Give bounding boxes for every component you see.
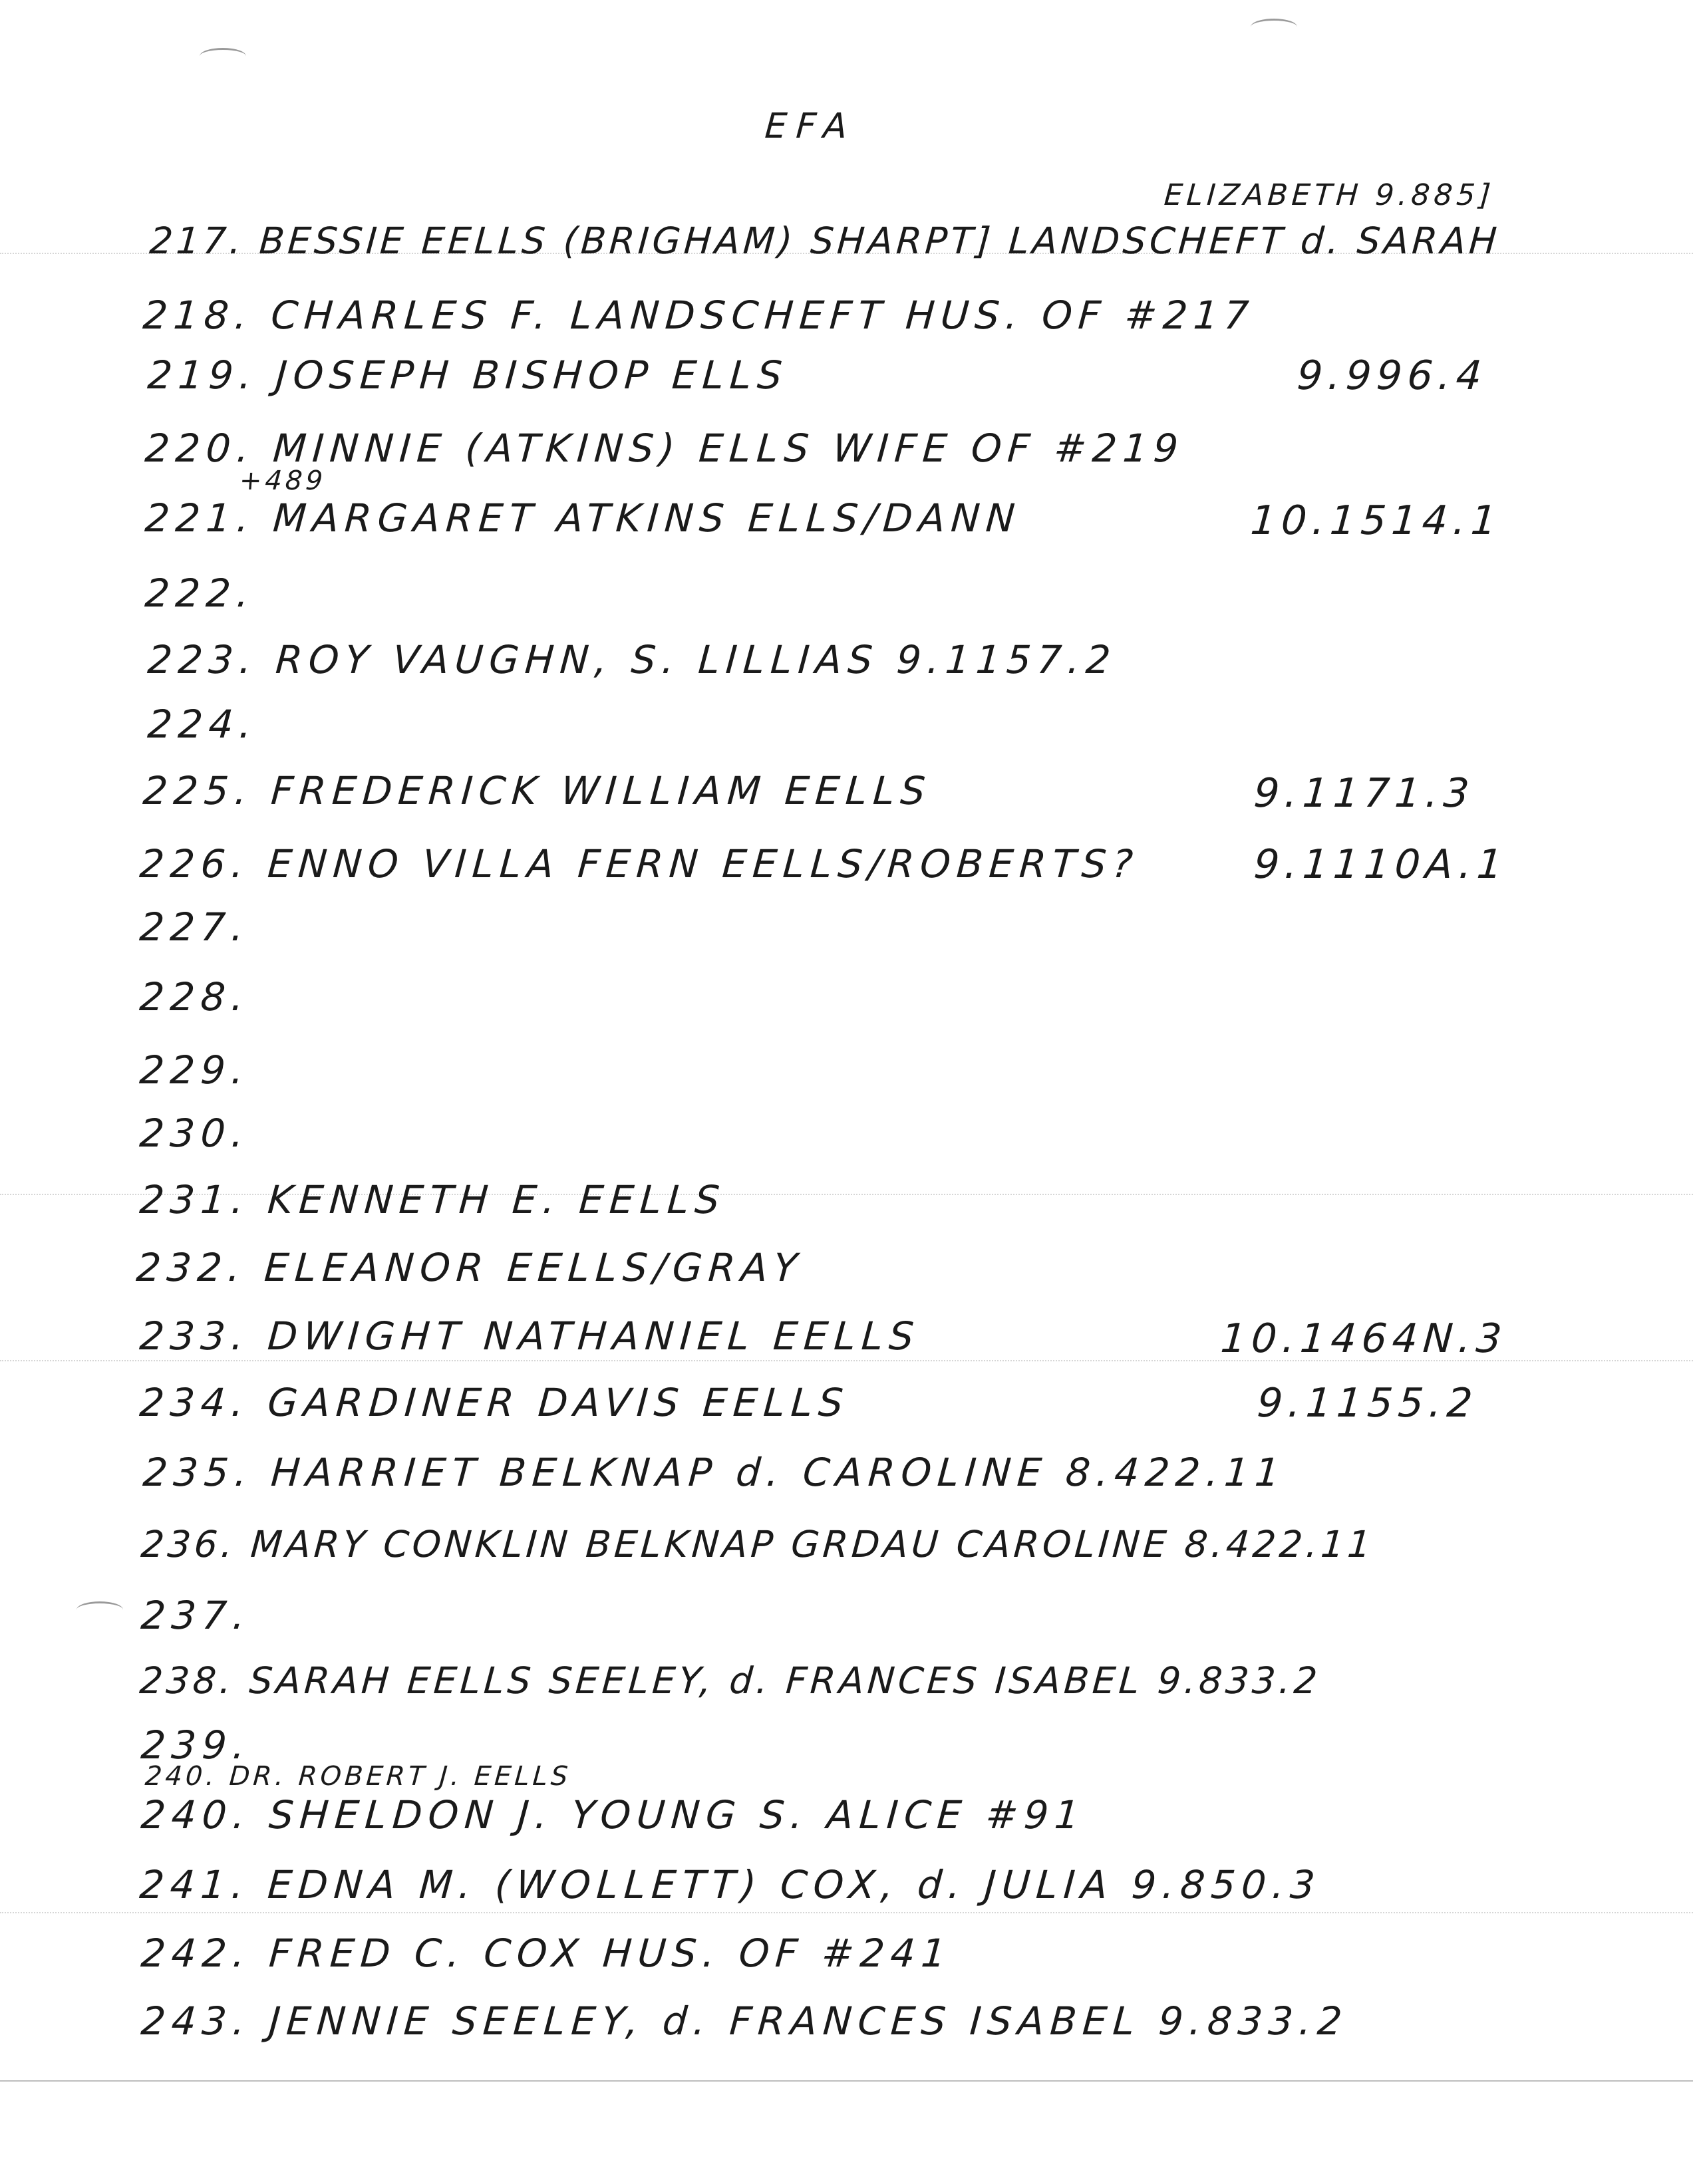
entry-line: 236. MARY CONKLIN BELKNAP GRDAU CAROLINE 8.422.11 bbox=[139, 1523, 1376, 1566]
entry-line: 231. KENNETH E. EELLS bbox=[138, 1177, 727, 1222]
page-title: EFA bbox=[763, 106, 858, 146]
entry-line: 241. EDNA M. (WOLLETT) COX, d. JULIA 9.850.3 bbox=[138, 1862, 1322, 1907]
entry-ref: 9.996.4 bbox=[1295, 352, 1489, 399]
entry-line: 240. SHELDON J. YOUNG S. ALICE #91 bbox=[139, 1792, 1087, 1838]
punch-mark bbox=[200, 48, 246, 65]
entry-line: 219. JOSEPH BISHOP ELLS bbox=[146, 352, 790, 398]
entry-line: 242. FRED C. COX HUS. OF #241 bbox=[139, 1931, 954, 1976]
entry-line: 220. MINNIE (ATKINS) ELLS WIFE OF #219 bbox=[143, 426, 1186, 471]
entry-line: 218. CHARLES F. LANDSCHEFT HUS. OF #217 bbox=[141, 293, 1257, 338]
faint-rule bbox=[0, 1912, 1693, 1913]
entry-line: 239. bbox=[139, 1722, 253, 1768]
entry-line: 227. bbox=[138, 904, 251, 950]
entry-line: 233. DWIGHT NATHANIEL EELLS bbox=[138, 1313, 921, 1359]
entry-ref: 9.1171.3 bbox=[1252, 770, 1476, 817]
punch-mark bbox=[1251, 19, 1297, 35]
entry-line: 223. ROY VAUGHN, S. LILLIAS 9.1157.2 bbox=[146, 637, 1118, 682]
entry-line: 237. bbox=[139, 1593, 253, 1638]
entry-note: ELIZABETH 9.885] bbox=[1163, 178, 1496, 212]
entry-line: 225. FREDERICK WILLIAM EELLS bbox=[141, 768, 933, 813]
entry-note: +489 bbox=[238, 466, 327, 496]
bottom-rule bbox=[0, 2080, 1693, 2082]
entry-line: 228. bbox=[138, 974, 251, 1020]
entry-line: 222. bbox=[143, 571, 257, 616]
entry-line: 243. JENNIE SEELEY, d. FRANCES ISABEL 9.833.2 bbox=[139, 1998, 1350, 2044]
entry-ref: 10.1514.1 bbox=[1249, 497, 1503, 544]
entry-line: 217. BESSIE EELLS (BRIGHAM) SHARPT] LANDSCHEFT d. SARAH bbox=[148, 219, 1502, 262]
entry-line: 238. SARAH EELLS SEELEY, d. FRANCES ISABEL 9.833.2 bbox=[138, 1659, 1322, 1702]
entry-line: 221. MARGARET ATKINS ELLS/DANN bbox=[143, 495, 1022, 541]
entry-line: 235. HARRIET BELKNAP d. CAROLINE 8.422.11 bbox=[141, 1450, 1287, 1495]
entry-line: 240. DR. ROBERT J. EELLS bbox=[144, 1761, 573, 1792]
entry-ref: 9.1155.2 bbox=[1255, 1380, 1479, 1427]
entry-line: 224. bbox=[146, 702, 259, 747]
entry-line: 230. bbox=[138, 1111, 251, 1156]
entry-line: 232. ELEANOR EELLS/GRAY bbox=[134, 1245, 805, 1290]
entry-line: 234. GARDINER DAVIS EELLS bbox=[138, 1380, 851, 1425]
entry-ref: 9.1110A.1 bbox=[1252, 841, 1509, 888]
entry-line: 229. bbox=[138, 1047, 251, 1093]
punch-mark bbox=[77, 1601, 123, 1618]
entry-ref: 10.1464N.3 bbox=[1219, 1315, 1509, 1362]
entry-line: 226. ENNO VILLA FERN EELLS/ROBERTS? bbox=[138, 841, 1141, 887]
